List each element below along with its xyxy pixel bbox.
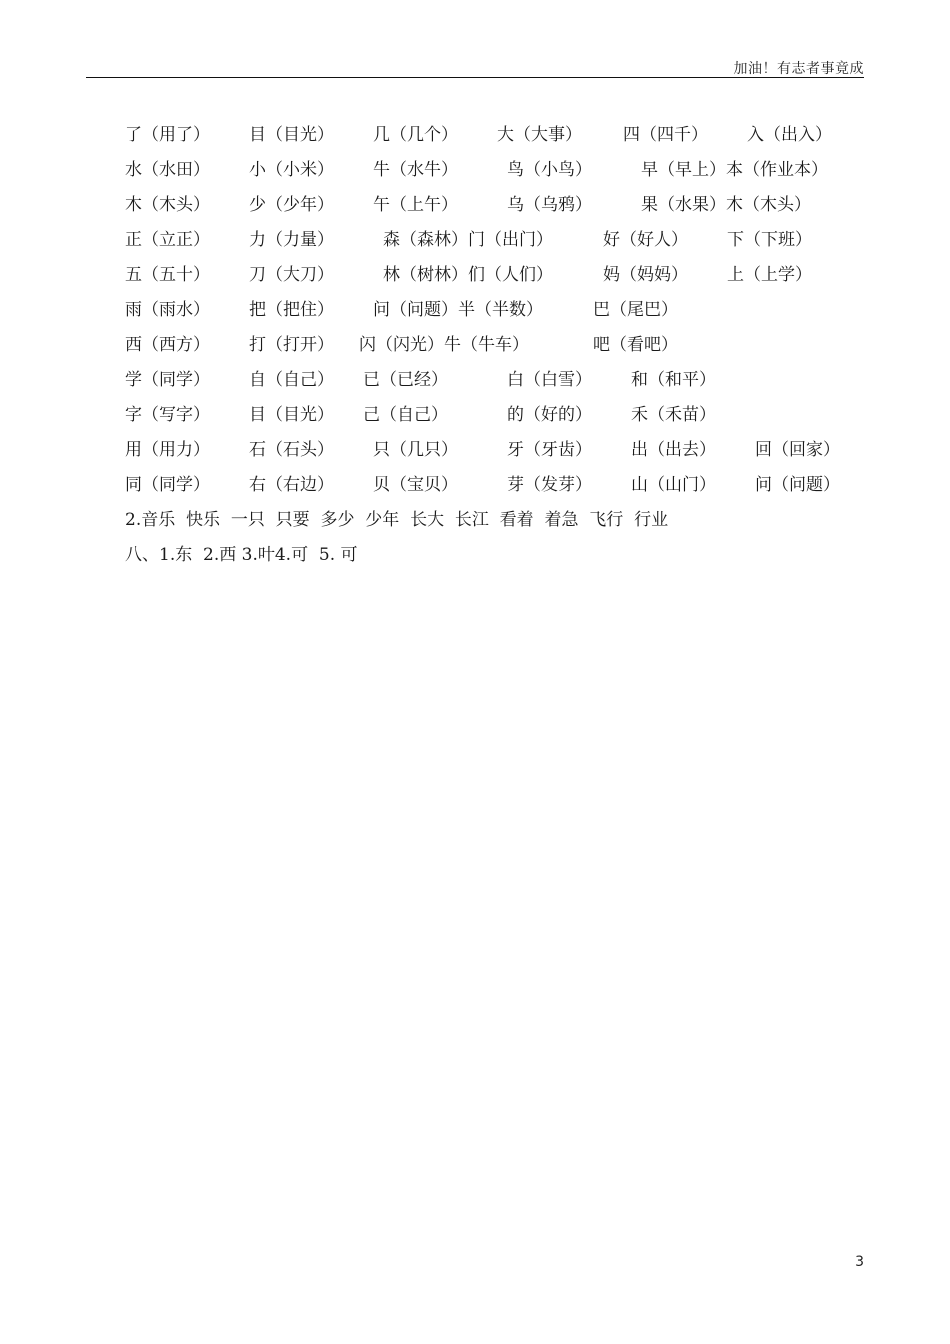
word-pair: 贝（宝贝）	[373, 475, 458, 495]
word-row	[125, 402, 865, 437]
word-pair: 自（自己）	[249, 370, 334, 390]
word-pair: 牙（牙齿）	[507, 440, 592, 460]
word-row	[125, 332, 865, 367]
word-pair: 同（同学）	[125, 475, 210, 495]
word-row	[125, 367, 865, 402]
word-pair: 问（问题）半（半数）	[373, 300, 543, 320]
answers-line: 八、1.东 2.西 3.叶4.可 5. 可	[125, 545, 358, 565]
word-pair: 回（回家）	[755, 440, 840, 460]
word-pair: 闪（闪光）牛（牛车）	[359, 335, 529, 355]
word-pair: 牛（水牛）	[373, 160, 458, 180]
word-pair: 吧（看吧）	[593, 335, 678, 355]
header-motto: 加油！有志者事竟成	[733, 61, 864, 77]
word-pair: 己（自己）	[363, 405, 448, 425]
word-pair: 鸟（小鸟）	[507, 160, 592, 180]
word-row	[125, 262, 865, 297]
word-pair: 下（下班）	[727, 230, 812, 250]
word-row	[125, 227, 865, 262]
word-pair: 果（水果）木（木头）	[641, 195, 811, 215]
word-pair: 几（几个）	[373, 125, 458, 145]
word-row	[125, 297, 865, 332]
word-pair: 早（早上）本（作业本）	[641, 160, 828, 180]
word-pair: 木（木头）	[125, 195, 210, 215]
word-row	[125, 472, 865, 507]
word-pair: 正（立正）	[125, 230, 210, 250]
word-pair: 禾（禾苗）	[631, 405, 716, 425]
word-pair: 了（用了）	[125, 125, 210, 145]
word-pair: 只（几只）	[373, 440, 458, 460]
word-pair: 午（上午）	[373, 195, 458, 215]
answer-content	[125, 122, 865, 577]
word-pair: 出（出去）	[631, 440, 716, 460]
word-pair: 好（好人）	[603, 230, 688, 250]
word-pair: 上（上学）	[727, 265, 812, 285]
word-pair: 力（力量）	[249, 230, 334, 250]
word-pair: 问（问题）	[755, 475, 840, 495]
word-pair: 西（西方）	[125, 335, 210, 355]
word-pair: 和（和平）	[631, 370, 716, 390]
word-row	[125, 192, 865, 227]
word-pair: 山（山门）	[631, 475, 716, 495]
word-pair-table	[125, 122, 865, 507]
word-pair: 雨（雨水）	[125, 300, 210, 320]
word-pair: 入（出入）	[747, 125, 832, 145]
header-rule	[86, 77, 864, 78]
word-pair: 林（树林）们（人们）	[383, 265, 553, 285]
word-pair: 目（目光）	[249, 405, 334, 425]
word-pair: 右（右边）	[249, 475, 334, 495]
word-pair: 石（石头）	[249, 440, 334, 460]
word-pair: 已（已经）	[363, 370, 448, 390]
word-row	[125, 437, 865, 472]
word-pair: 妈（妈妈）	[603, 265, 688, 285]
word-pair: 小（小米）	[249, 160, 334, 180]
word-pair: 字（写字）	[125, 405, 210, 425]
word-pair: 白（白雪）	[507, 370, 592, 390]
word-pair: 四（四千）	[623, 125, 708, 145]
word-pair: 刀（大刀）	[249, 265, 334, 285]
word-pair: 芽（发芽）	[507, 475, 592, 495]
word-pair: 打（打开）	[249, 335, 334, 355]
word-row	[125, 157, 865, 192]
page-number: 3	[855, 1254, 864, 1270]
word-pair: 森（森林）门（出门）	[383, 230, 553, 250]
word-pair: 学（同学）	[125, 370, 210, 390]
word-pair: 大（大事）	[497, 125, 582, 145]
word-list-line: 2.音乐 快乐 一只 只要 多少 少年 长大 长江 看着 着急 飞行 行业	[125, 510, 669, 530]
word-row	[125, 122, 865, 157]
word-pair: 用（用力）	[125, 440, 210, 460]
word-pair: 水（水田）	[125, 160, 210, 180]
word-pair: 目（目光）	[249, 125, 334, 145]
word-pair: 少（少年）	[249, 195, 334, 215]
word-pair: 巴（尾巴）	[593, 300, 678, 320]
word-pair: 乌（乌鸦）	[507, 195, 592, 215]
word-pair: 五（五十）	[125, 265, 210, 285]
word-pair: 把（把住）	[249, 300, 334, 320]
word-pair: 的（好的）	[507, 405, 592, 425]
